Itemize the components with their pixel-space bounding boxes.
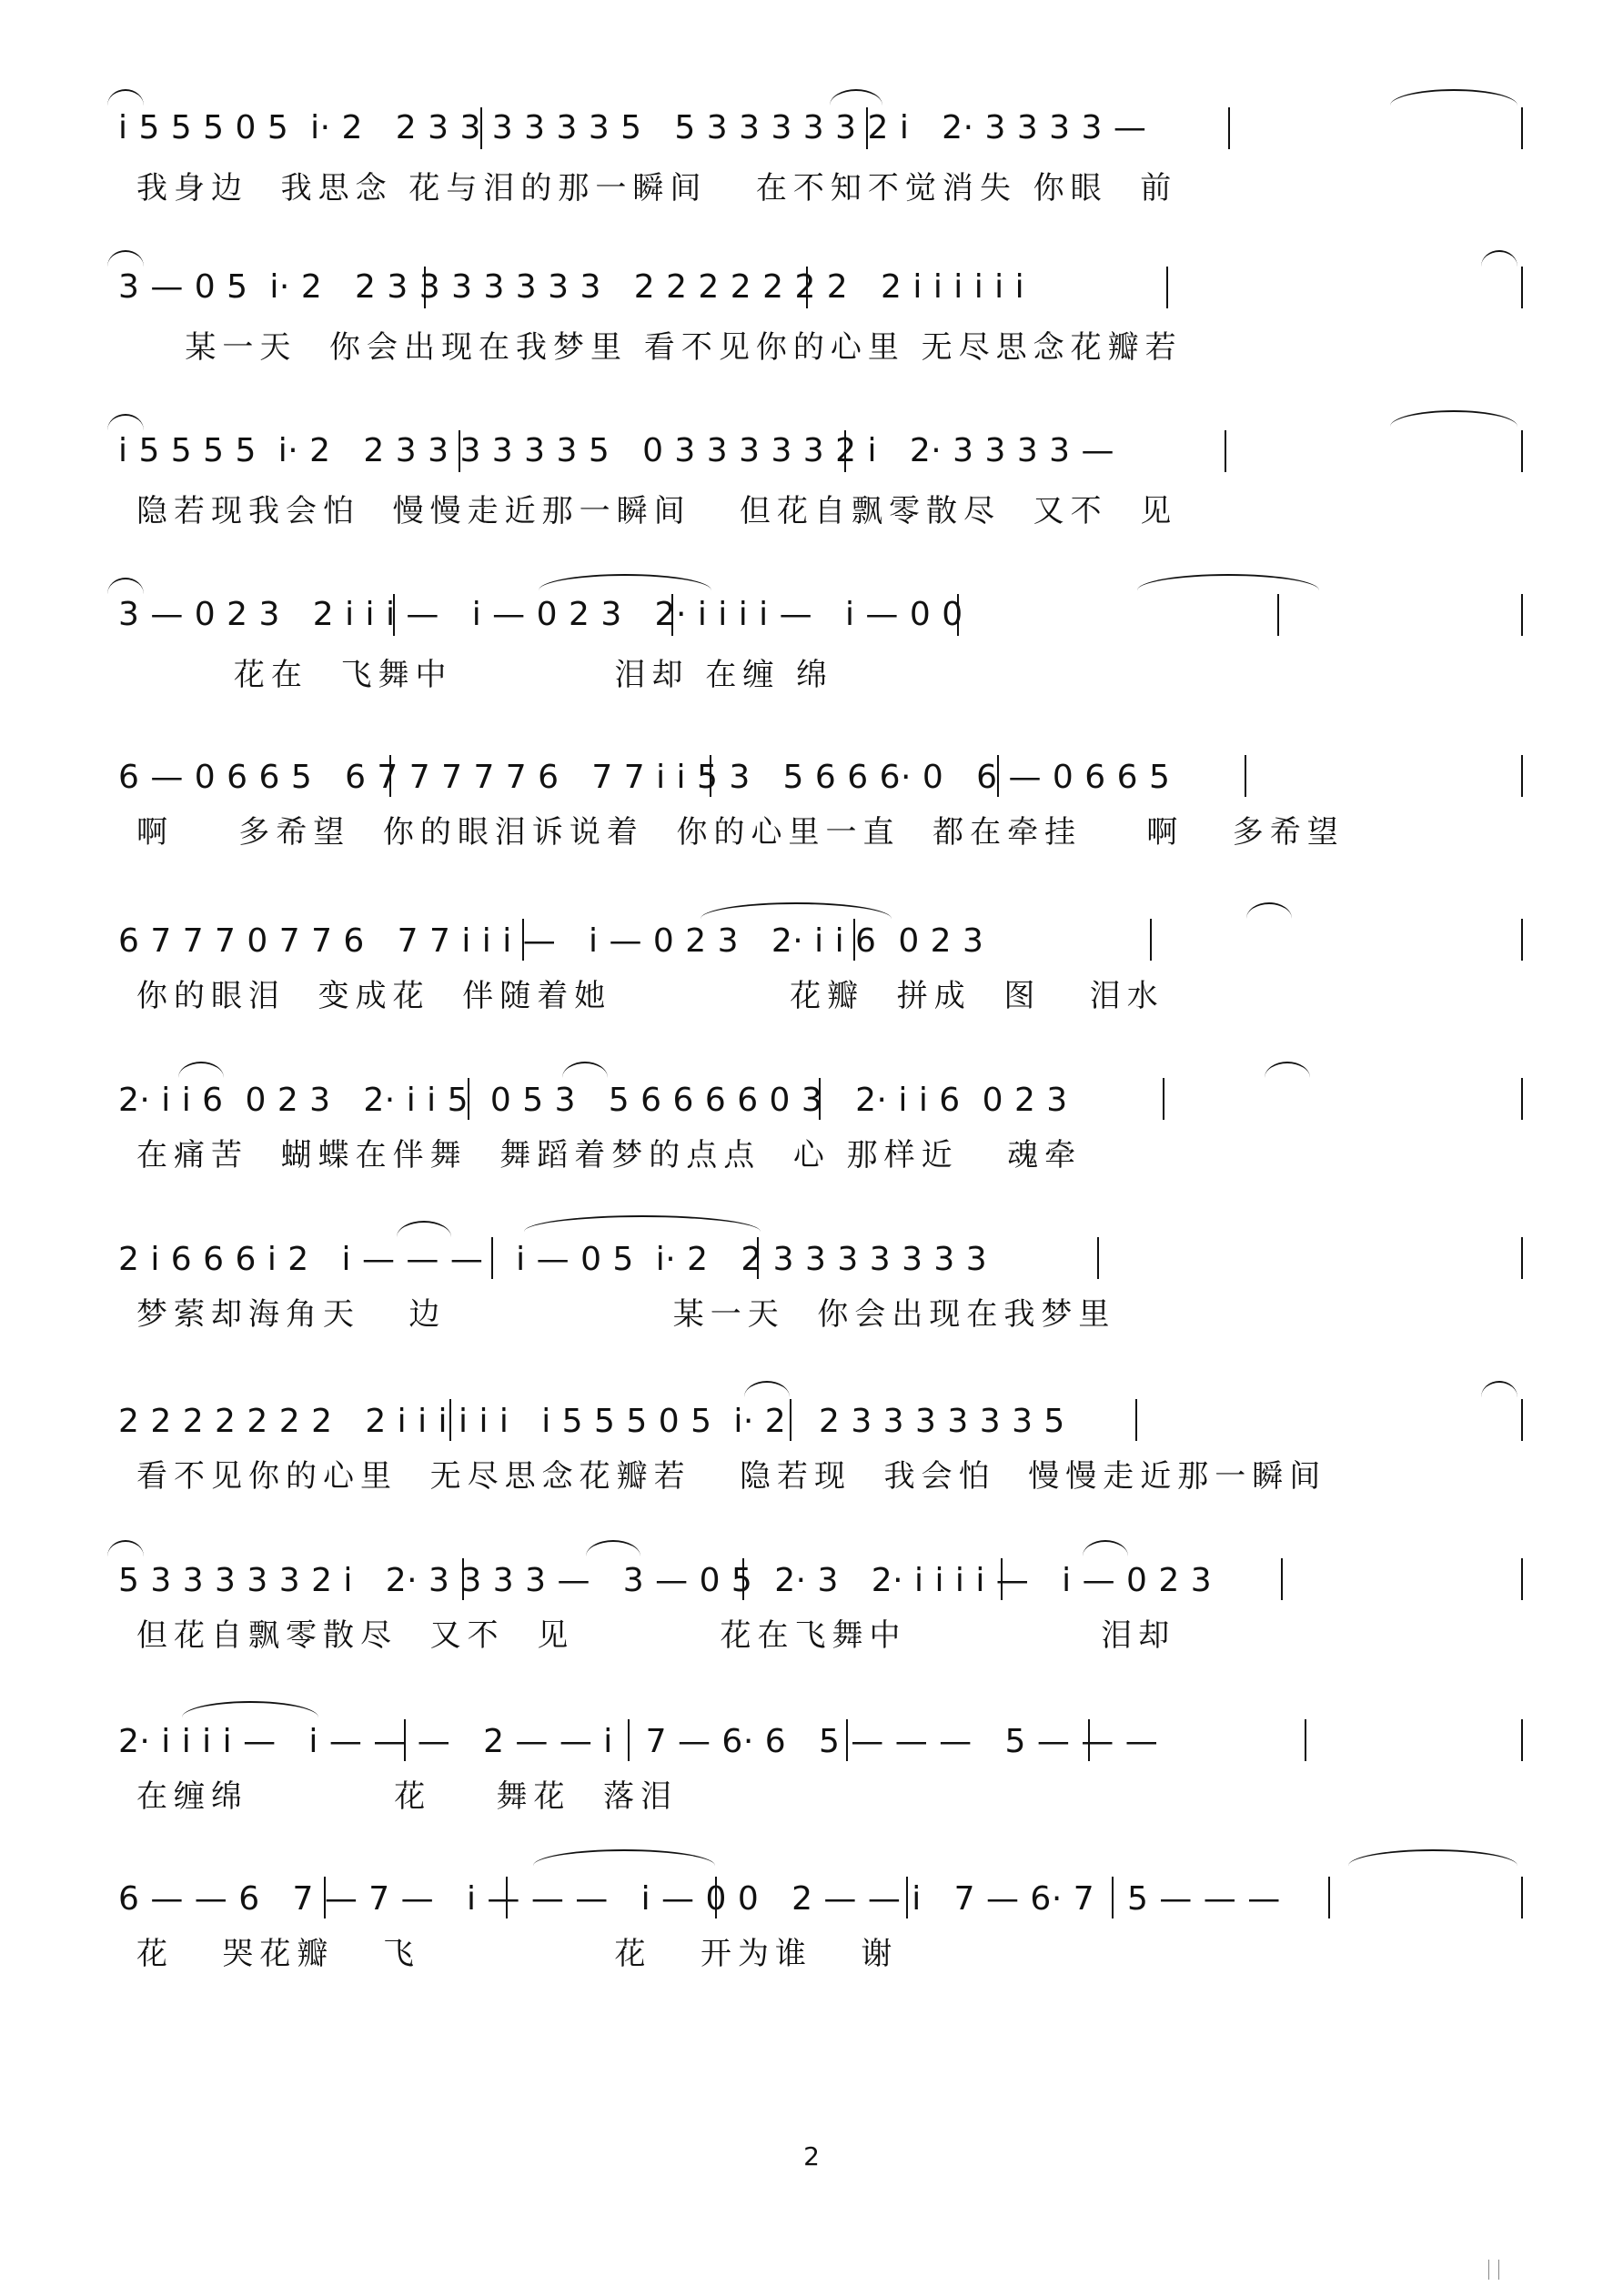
barline (1521, 267, 1523, 308)
score-system-11 (0, 1665, 1623, 1847)
score-system-7 (0, 1023, 1623, 1205)
score-system-2 (0, 159, 1623, 366)
barline (1521, 1399, 1523, 1441)
score-system-1 (0, 0, 1623, 206)
score-system-10 (0, 1504, 1623, 1686)
lyrics-row: 我身边 我思念 花与泪的那一瞬间 在不知不觉消失 你眼 前 (136, 170, 1178, 206)
barline (1521, 1719, 1523, 1761)
slur (533, 1849, 715, 1866)
barline (1521, 1078, 1523, 1120)
lyrics-row: 梦萦却海角天 边 某一天 你会出现在我梦里 (136, 1296, 1116, 1333)
score-system-9 (0, 1344, 1623, 1526)
barline (1521, 755, 1523, 797)
lyrics-row: 在缠绵 花 舞花 落泪 (136, 1778, 679, 1815)
notation-row: i 5 5 5 5 i· 2 2 3 3 3 3 3 3 5 0 3 3 3 3 3 2 i 2· 3 3 3 3 — (118, 432, 1115, 469)
barline (1521, 107, 1523, 149)
lyrics-row: 看不见你的心里 无尽思念花瓣若 隐若现 我会怕 慢慢走近那一瞬间 (136, 1458, 1327, 1495)
score-system-8 (0, 1183, 1623, 1365)
notation-row: 2 2 2 2 2 2 2 2 i i i i i i i 5 5 5 0 5 i· 2 2 3 3 3 3 3 3 5 (118, 1403, 1065, 1440)
slur (1348, 1849, 1517, 1866)
lyrics-row: 但花自飘零散尽 又不 见 花在飞舞中 泪却 (136, 1617, 1176, 1654)
score-system-5 (0, 700, 1623, 882)
lyrics-row: 在痛苦 蝴蝶在伴舞 舞蹈着梦的点点 心 那样近 魂牵 (136, 1137, 1083, 1173)
page-number: 2 (803, 2141, 820, 2171)
notation-row: i 5 5 5 0 5 i· 2 2 3 3 3 3 3 3 5 5 3 3 3 3 3 2 i 2· 3 3 3 3 — (118, 109, 1147, 146)
barline (1521, 1558, 1523, 1600)
lyrics-row: 花 哭花瓣 飞 花 开为谁 谢 (136, 1936, 899, 1972)
score-system-12 (0, 1842, 1623, 2024)
lyrics-row: 某一天 你会出现在我梦里 看不见你的心里 无尽思念花瓣若 (136, 329, 1183, 366)
notation-row: 2 i 6 6 6 i 2 i — — — i — 0 5 i· 2 2 3 3 3 3 3 3 3 (118, 1241, 988, 1278)
barline (1521, 1237, 1523, 1279)
corner-mark (1488, 2260, 1499, 2280)
barline (1521, 1877, 1523, 1918)
notation-row: 5 3 3 3 3 3 2 i 2· 3 3 3 3 — 3 — 0 5 2· 3 2· i i i i — i — 0 2 3 (118, 1562, 1213, 1599)
notation-row: 6 7 7 7 0 7 7 6 7 7 i i i — i — 0 2 3 2· i i 6 0 2 3 (118, 922, 984, 960)
lyrics-row: 隐若现我会怕 慢慢走近那一瞬间 但花自飘零散尽 又不 见 (136, 493, 1178, 529)
notation-row: 6 — 0 6 6 5 6 7 7 7 7 7 6 7 7 i i 5 3 5 6 6 6· 0 6 — 0 6 6 5 (118, 759, 1171, 796)
score-system-6 (0, 864, 1623, 1046)
notation-row: 3 — 0 2 3 2 i i i — i — 0 2 3 2· i i i i — i — 0 0 (118, 596, 963, 633)
notation-row: 6 — — 6 7 — 7 — i — — — i — 0 0 2 — — i 7 — 6· 7 5 — — — (118, 1880, 1281, 1918)
lyrics-row: 啊 多希望 你的眼泪诉说着 你的心里一直 都在牵挂 啊 多希望 (136, 814, 1345, 851)
slur (524, 1215, 761, 1232)
lyrics-row: 花在 飞舞中 泪却 在缠 绵 (136, 657, 834, 693)
lyrics-row: 你的眼泪 变成花 伴随着她 花瓣 拼成 图 泪水 (136, 978, 1164, 1014)
notation-row: 2· i i i i — i — — — 2 — — i 7 — 6· 6 5 — — — 5 — — — (118, 1723, 1159, 1760)
score-system-4 (0, 487, 1623, 693)
score-system-3 (0, 323, 1623, 529)
notation-row: 2· i i 6 0 2 3 2· i i 5 0 5 3 5 6 6 6 6 0 3 2· i i 6 0 2 3 (118, 1082, 1068, 1119)
barline (1521, 594, 1523, 636)
notation-row: 3 — 0 5 i· 2 2 3 3 3 3 3 3 3 2 2 2 2 2 2 2 2 i i i i i i (118, 268, 1025, 306)
barline (1521, 430, 1523, 472)
barline (1521, 919, 1523, 961)
